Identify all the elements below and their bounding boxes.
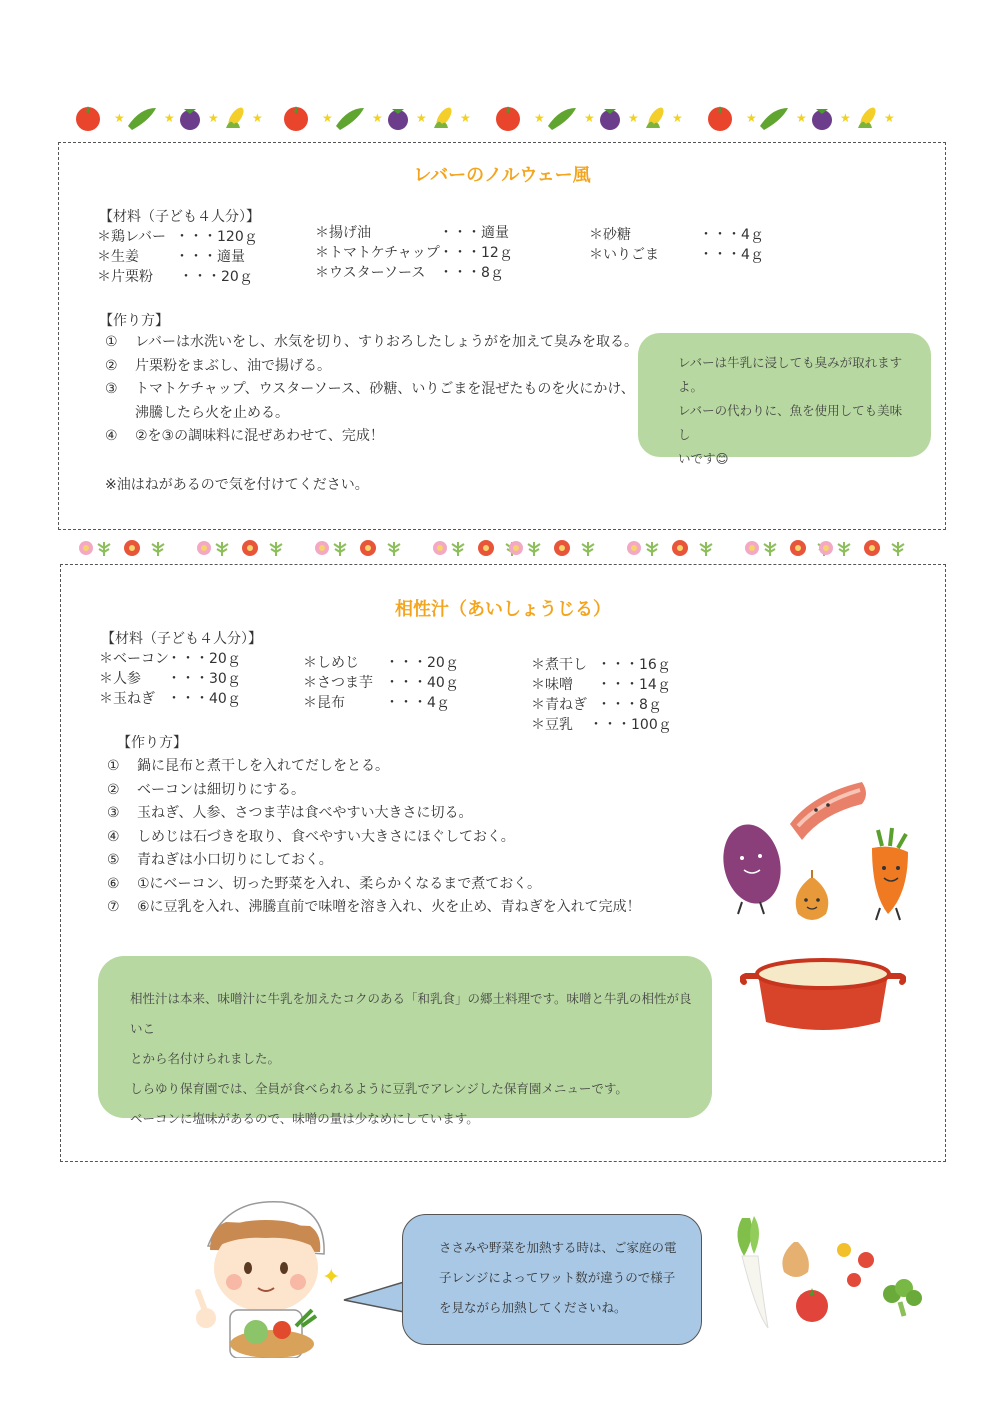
ingredient-row (531, 655, 672, 675)
method-heading: 【作り方】 (117, 735, 187, 751)
ingredient-row (97, 267, 258, 287)
ingredient-name: ＊味噌 (531, 677, 573, 693)
note-line: ベーコンに塩味があるので、味噌の量は少なめにしています。 (130, 1111, 479, 1126)
step-text: トマトケチャップ、ウスターソース、砂糖、いりごまを混ぜたものを火にかけ、 (135, 381, 635, 397)
ingredient-name: ＊さつま芋 (303, 675, 373, 691)
recipe-title: 相性汁（あいしょうじる） (395, 599, 611, 620)
tomato-icon (796, 1288, 828, 1322)
ingredients-column-1 (99, 649, 241, 709)
tip-line: 子レンジによってワット数が違うので様子 (439, 1270, 676, 1285)
ingredient-row (303, 673, 459, 693)
vegetables-illustration (728, 1212, 928, 1334)
tip-line: を見ながら加熱してくださいね。 (439, 1300, 627, 1315)
ingredient-row (589, 245, 764, 265)
step-row (107, 755, 641, 779)
speech-bubble-tail (340, 1278, 406, 1318)
step-row (105, 331, 638, 355)
tip-note-liver (638, 333, 931, 466)
sprout-icon (98, 542, 110, 556)
note-line: とから名付けられました。 (130, 1051, 281, 1066)
method-steps (105, 331, 638, 449)
note-line: よ。 (678, 379, 704, 394)
step-number: ④ (105, 428, 118, 444)
onion-icon (796, 870, 829, 920)
step-text: しめじは石づきを取り、食べやすい大きさにほぐしておく。 (137, 828, 515, 845)
note-line: レバーの代わりに、魚を使用しても美味し (678, 403, 903, 442)
ingredient-row (589, 225, 764, 245)
note-line: 相性汁は本来、味噌汁に牛乳を加えたコクのある「和乳食」の郷土料理です。味噌と牛乳の相性が良いこ (130, 991, 692, 1036)
vegetable-characters (712, 774, 928, 924)
ingredients-heading: 【材料（子ども４人分）】 (99, 209, 260, 225)
ingredient-name: ＊鶏レバー (97, 229, 167, 245)
ingredient-name: ＊ベーコン (99, 651, 169, 667)
method-heading: 【作り方】 (99, 313, 169, 329)
ingredient-amount: ・・・14ｇ (597, 677, 671, 693)
ingredient-amount: ・・・適量 (175, 249, 245, 265)
pink-flower-icon (79, 541, 93, 555)
ingredient-row (315, 243, 513, 263)
step-number: ① (107, 758, 120, 774)
vegetable-border-top (70, 100, 910, 134)
ingredient-row (99, 669, 241, 689)
caution-text: ※油はねがあるので気を付けてください。 (105, 477, 369, 493)
carrot-icon (872, 828, 908, 920)
step-row (105, 355, 638, 379)
eggplant-icon (180, 109, 200, 130)
ingredient-amount: ・・・30ｇ (167, 671, 241, 687)
ingredient-amount: ・・・8ｇ (597, 697, 662, 713)
tip-line: ささみや野菜を加熱する時は、ご家庭の電 (439, 1240, 677, 1255)
step-text: 青ねぎは小口切りにしておく。 (137, 852, 333, 868)
ingredient-name: ＊揚げ油 (315, 225, 371, 241)
tomato-icon (76, 106, 100, 131)
step-number: ⑤ (107, 852, 120, 868)
ingredient-name: ＊豆乳 (531, 717, 573, 733)
step-number: ② (105, 357, 118, 374)
tip-note-aishojiru (98, 956, 712, 1126)
step-text: 玉ねぎ、人参、さつま芋は食べやすい大きさに切る。 (137, 805, 473, 821)
step-text: 沸騰したら火を止める。 (135, 404, 289, 421)
ingredient-amount: ・・・4ｇ (385, 695, 450, 711)
red-flower-icon (124, 540, 140, 556)
svg-text:★: ★ (252, 111, 263, 125)
step-row (107, 779, 641, 803)
cherry-tomato-icon (837, 1243, 874, 1287)
step-number: ② (107, 781, 120, 798)
ingredient-amount: ・・・120ｇ (175, 229, 258, 245)
step-row (107, 802, 641, 826)
ingredient-name: ＊人参 (99, 671, 141, 687)
ingredient-amount: ・・・12ｇ (439, 245, 513, 261)
ingredient-name: ＊砂糖 (589, 227, 631, 243)
step-text: ①にベーコン、切った野菜を入れ、柔らかくなるまで煮ておく。 (137, 875, 541, 892)
ingredients-column-2 (303, 653, 459, 713)
ingredient-name: ＊煮干し (531, 657, 587, 673)
ingredient-row (303, 653, 459, 673)
ingredient-row (531, 695, 672, 715)
note-line: いです😊 (678, 451, 729, 466)
ingredient-name: ＊ウスターソース (315, 265, 426, 281)
ingredient-row (315, 223, 513, 243)
svg-text:★: ★ (164, 111, 175, 125)
step-number: ④ (107, 828, 120, 845)
corn-icon (226, 105, 247, 129)
onion-icon (782, 1242, 809, 1277)
cook-girl-illustration (186, 1198, 346, 1358)
step-row (107, 849, 641, 873)
ingredient-amount: ・・・適量 (439, 225, 509, 241)
broccoli-icon (883, 1279, 922, 1316)
step-number: ⑥ (107, 875, 120, 892)
step-text: 片栗粉をまぶし、油で揚げる。 (135, 357, 331, 374)
cucumber-icon (128, 108, 156, 130)
note-line: しらゆり保育園では、全員が食べられるように豆乳でアレンジした保育園メニューです。 (130, 1081, 628, 1096)
ingredient-amount: ・・・20ｇ (179, 269, 253, 285)
ingredient-row (315, 263, 513, 283)
ingredient-amount: ・・・4ｇ (699, 247, 764, 263)
note-line: レバーは牛乳に浸しても臭みが取れます (678, 355, 903, 370)
ingredient-row (531, 715, 672, 735)
step-row (105, 425, 638, 449)
flower-border (74, 536, 910, 560)
recipe-title: レバーのノルウェー風 (413, 165, 591, 186)
ingredient-name: ＊片栗粉 (97, 269, 153, 285)
ingredient-amount: ・・・40ｇ (385, 675, 459, 691)
ingredient-row (97, 227, 258, 247)
step-text: ⑥に豆乳を入れ、沸騰直前で味噌を溶き入れ、火を止め、青ねぎを入れて完成！ (137, 899, 641, 915)
ingredient-amount: ・・・8ｇ (439, 265, 504, 281)
step-number: ③ (107, 805, 120, 821)
ingredients-heading: 【材料（子ども４人分）】 (101, 631, 262, 647)
ingredient-name: ＊しめじ (303, 655, 359, 671)
ingredients-column-2 (315, 223, 513, 283)
ingredient-row (99, 649, 241, 669)
bacon-icon (790, 782, 866, 840)
pot-icon (740, 954, 906, 1038)
ingredient-row (97, 247, 258, 267)
ingredient-name: ＊いりごま (589, 247, 659, 263)
ingredient-row (99, 689, 241, 709)
ingredient-amount: ・・・16ｇ (597, 657, 671, 673)
step-number: ③ (105, 381, 118, 397)
step-row (105, 378, 638, 402)
daikon-icon (737, 1216, 768, 1328)
ingredient-row (303, 693, 459, 713)
ingredients-column-3 (531, 655, 672, 735)
tip-speech-bubble (402, 1214, 702, 1345)
step-row (105, 402, 638, 426)
step-row (107, 826, 641, 850)
ingredient-amount: ・・・40ｇ (167, 691, 241, 707)
ingredient-name: ＊昆布 (303, 695, 345, 711)
ingredients-column-3 (589, 225, 764, 265)
step-number: ① (105, 334, 118, 350)
ingredient-amount: ・・・4ｇ (699, 227, 764, 243)
method-steps (107, 755, 641, 920)
ingredient-name: ＊青ねぎ (531, 697, 587, 713)
step-text: ②を③の調味料に混ぜあわせて、完成！ (135, 428, 384, 444)
ingredient-name: ＊玉ねぎ (99, 691, 155, 707)
svg-text:★: ★ (114, 111, 125, 125)
sprout-icon (152, 542, 164, 556)
sweet-potato-icon (716, 819, 787, 914)
step-text: ベーコンは細切りにする。 (137, 781, 305, 798)
ingredient-row (531, 675, 672, 695)
svg-text:★: ★ (208, 111, 219, 125)
ingredient-amount: ・・・20ｇ (385, 655, 459, 671)
step-row (107, 896, 641, 920)
step-number: ⑦ (107, 899, 120, 915)
step-text: レバーは水洗いをし、水気を切り、すりおろしたしょうがを加えて臭みを取る。 (135, 334, 639, 350)
ingredient-name: ＊生姜 (97, 249, 139, 265)
ingredient-amount: ・・・100ｇ (589, 717, 672, 733)
svg-text:✦: ✦ (322, 1265, 341, 1290)
step-text: 鍋に昆布と煮干しを入れてだしをとる。 (137, 758, 389, 774)
ingredient-amount: ・・・20ｇ (167, 651, 241, 667)
ingredients-column-1 (97, 227, 258, 287)
step-row (107, 873, 641, 897)
ingredient-name: ＊トマトケチャップ (315, 245, 440, 261)
